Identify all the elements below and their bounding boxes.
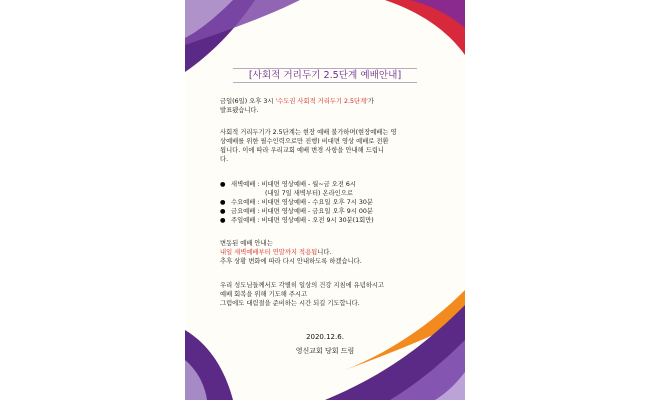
bullet-icon: ● [220, 181, 226, 188]
paragraph-line: 상예배를 위한 필수인력으로만 진행) 비대면 영상 예배로 전환 [220, 138, 389, 145]
closing-line: 예배 회복을 위해 기도해 주시고 [220, 291, 308, 298]
document-date: 2020.12.6. [306, 333, 344, 341]
paragraph-line: 됩니다. 이에 따라 우리교회 예배 변경 사항을 안내해 드립니 [220, 147, 385, 154]
bullet-icon: ● [220, 217, 226, 224]
changes-heading: 변동된 예배 안내는 [220, 240, 273, 247]
changes-highlight-line: 내일 새벽예배부터 연말까지 적용됩니다. [220, 249, 332, 256]
schedule-item: 수요예배 : 비대면 영상예배 - 수요일 오후 7시 30분 [231, 199, 373, 206]
signature: 영신교회 당회 드림 [295, 347, 355, 355]
bullet-icon: ● [220, 199, 226, 206]
page-title: [사회적 거리두기 2.5단계 예배안내] [233, 68, 417, 83]
paragraph-line: 사회적 거리두기가 2.5단계는 현장 예배 불가하며(현장예배는 영 [220, 129, 397, 136]
intro-highlight: '수도권 사회적 거리두기 2.5단계' [275, 98, 368, 105]
intro-line-1: 금일(6일) 오후 3시 '수도권 사회적 거리두기 2.5단계'가 [220, 98, 375, 105]
schedule-item: 새벽예배 : 비대면 영상예배 - 월~금 오전 6시 [231, 181, 357, 188]
schedule-item: 금요예배 : 비대면 영상예배 - 금요일 오후 9시 00분 [231, 208, 373, 215]
bullet-icon: ● [220, 208, 226, 215]
closing-line: 우리 성도님들께서도 각별히 일상의 건강 지침에 유념하시고 [220, 282, 385, 289]
closing-line: 그럼에도 대림절을 준비하는 시간 되길 기도합니다. [220, 300, 360, 307]
changes-note: 추후 상황 변화에 따라 다시 안내하도록 하겠습니다. [220, 258, 362, 265]
schedule-item: 주일예배 : 비대면 영상예배 - 오전 9시 30분(1회만) [231, 217, 374, 224]
paragraph-line: 다. [220, 156, 229, 163]
intro-line-2: 발표됐습니다. [220, 107, 259, 114]
announcement-poster [185, 0, 465, 400]
schedule-item: (내일 7일 새벽부터) 온라인으로 [265, 190, 353, 197]
